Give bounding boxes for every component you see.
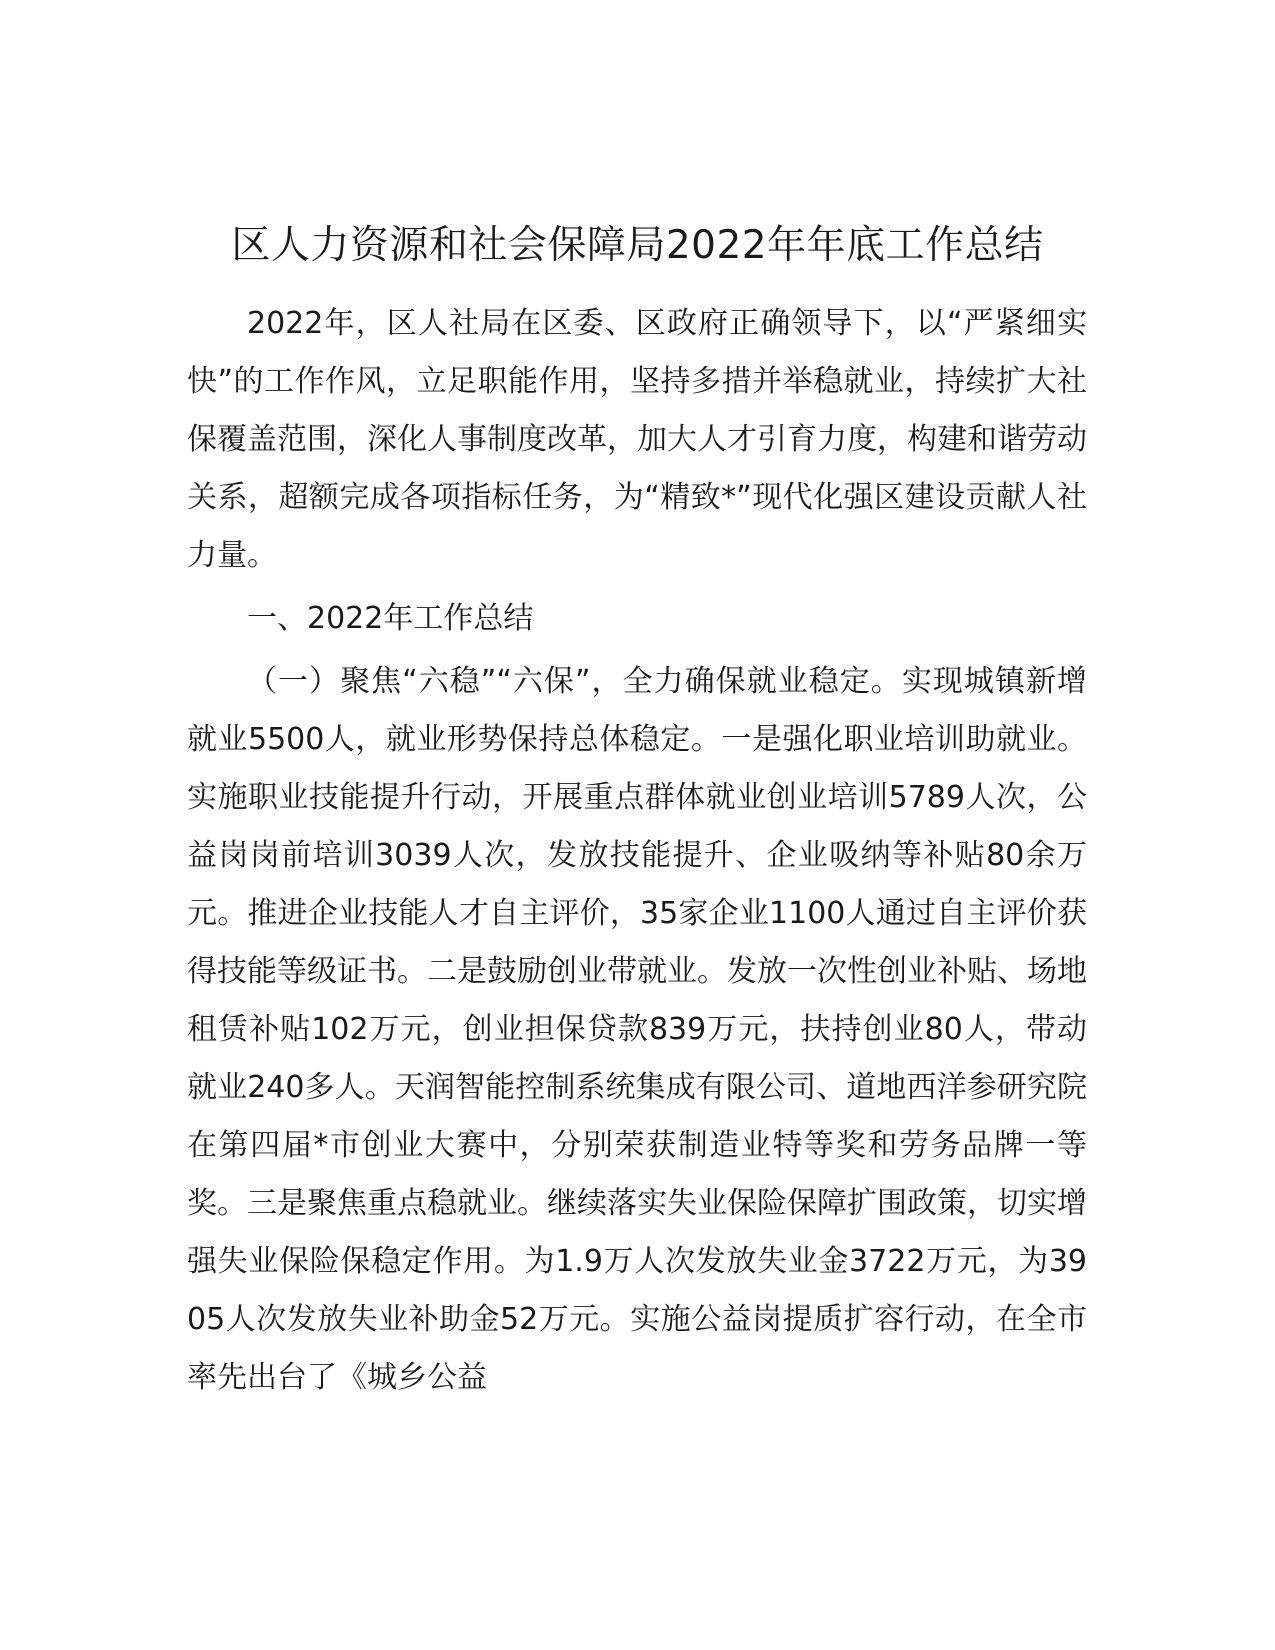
document-body [187,295,1087,1407]
intro-paragraph: 2022年，区人社局在区委、区政府正确领导下，以“严紧细实快”的工作作风，立足职能作用，坚持多措并举稳就业，持续扩大社保覆盖范围，深化人事制度改革，加大人才引育力度，构建和谐劳动关系，超额完成各项指标任务，为“精致*”现代化强区建设贡献人社力量。 [187,306,1087,573]
document-title: 区人力资源和社会保障局2022年年底工作总结 [231,223,1044,268]
section-one-heading: 一、2022年工作总结 [247,601,534,636]
section-one-part-one-paragraph: （一）聚焦“六稳”“六保”，全力确保就业稳定。实现城镇新增就业5500人，就业形势保持总体稳定。一是强化职业培训助就业。实施职业技能提升行动，开展重点群体就业创业培训5789人次，公益岗岗前培训3039人次，发放技能提升、企业吸纳等补贴80余万元。推进企业技能人才自主评价，35家企业1100人通过自主评价获得技能等级证书。二是鼓励创业带就业。发放一次性创业补贴、场地租赁补贴102万元，创业担保贷款839万元，扶持创业80人，带动就业240多人。天润智能控制系统集成有限公司、道地西洋参研究院在第四届*市创业大赛中，分别荣获制造业特等奖和劳务品牌一等奖。三是聚焦重点稳就业。继续落实失业保险保障扩围政策，切实增强失业保险保稳定作用。为1.9万人次发放失业金3722万元，为3905人次发放失业补助金52万元。实施公益岗提质扩容行动，在全市率先出台了《城乡公益 [187,664,1087,1395]
